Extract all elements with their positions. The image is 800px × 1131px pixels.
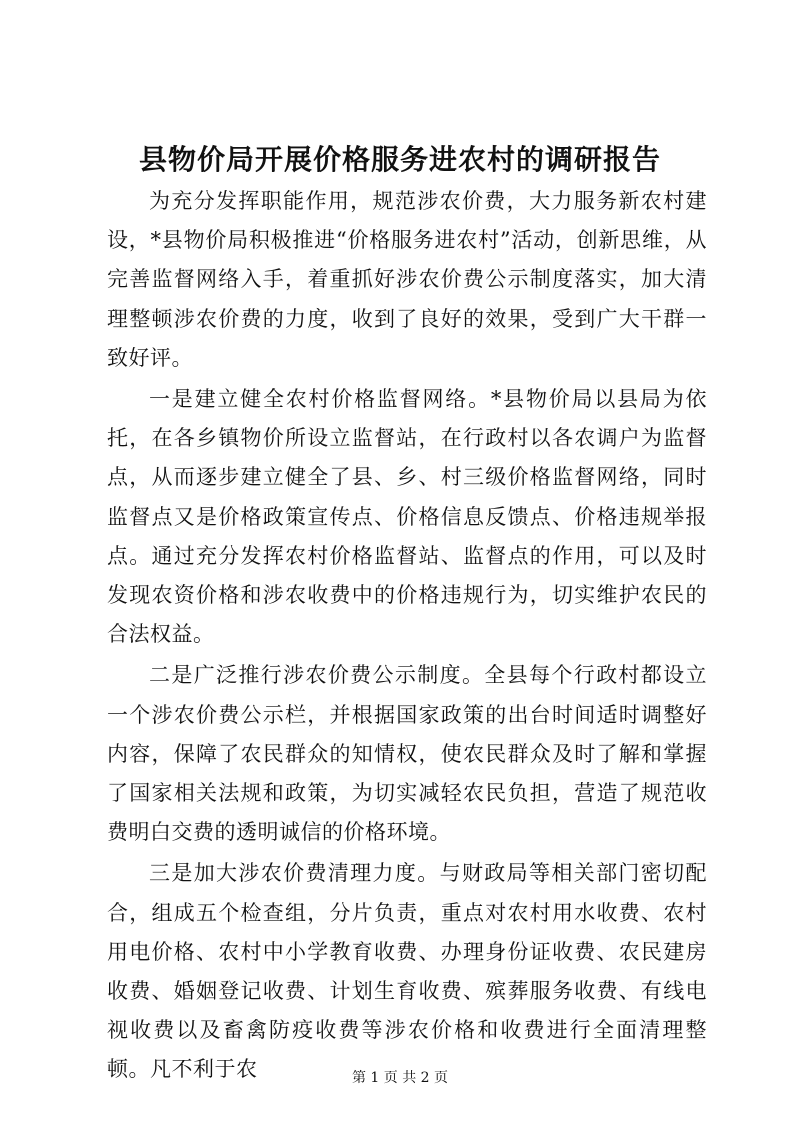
page-number-footer: 第 1 页 共 2 页	[351, 1070, 449, 1086]
paragraph-intro: 为充分发挥职能作用，规范涉农价费，大力服务新农村建设，*县物价局积极推进“价格服务进农村”活动，创新思维，从完善监督网络入手，着重抓好涉农价费公示制度落实，加大清理整顿涉农价费的力度，收到了良好的效果，受到广大干群一致好评。	[107, 189, 707, 370]
document-body	[107, 182, 707, 1090]
paragraph-supervision-network: 一是建立健全农村价格监督网络。*县物价局以县局为依托，在各乡镇物价所设立监督站，在行政村以各农调户为监督点，从而逐步建立健全了县、乡、村三级价格监督网络，同时监督点又是价格政策宣传点、价格信息反馈点、价格违规举报点。通过充分发挥农村价格监督站、监督点的作用，可以及时发现农资价格和涉农收费中的价格违规行为，切实维护农民的合法权益。	[107, 387, 707, 647]
paragraph-fee-cleanup: 三是加大涉农价费清理力度。与财政局等相关部门密切配合，组成五个检查组，分片负责，重点对农村用水收费、农村用电价格、农村中小学教育收费、办理身份证收费、农民建房收费、婚姻登记收费、计划生育收费、殡葬服务收费、有线电视收费以及畜禽防疫收费等涉农价格和收费进行全面清理整顿。凡不利于农	[107, 861, 707, 1082]
document-title: 县物价局开展价格服务进农村的调研报告	[138, 143, 661, 176]
paragraph-fee-disclosure: 二是广泛推行涉农价费公示制度。全县每个行政村都设立一个涉农价费公示栏，并根据国家政策的出台时间适时调整好内容，保障了农民群众的知情权，使农民群众及时了解和掌握了国家相关法规和政策，为切实减轻农民负担，营造了规范收费明白交费的透明诚信的价格环境。	[107, 663, 707, 845]
